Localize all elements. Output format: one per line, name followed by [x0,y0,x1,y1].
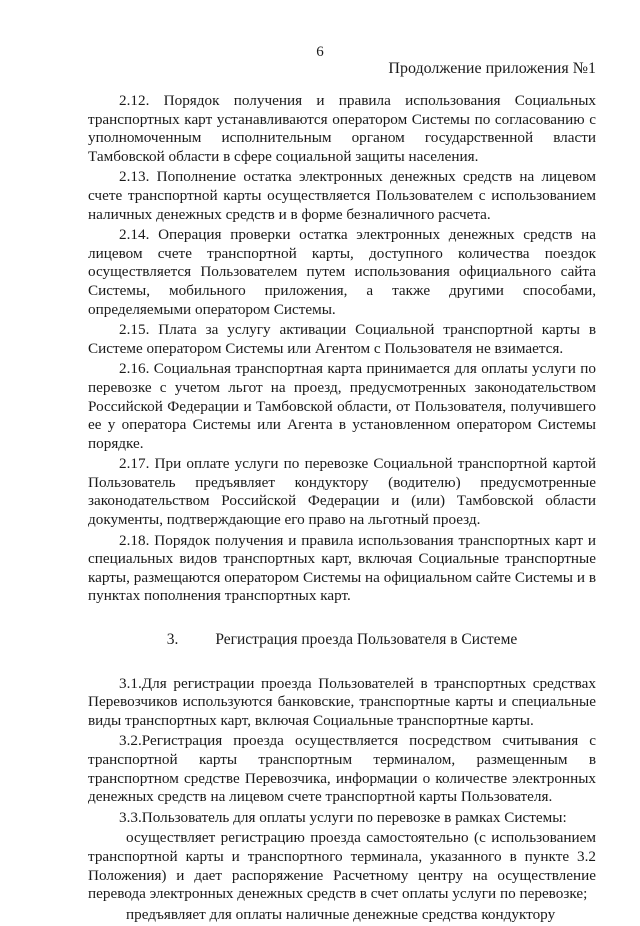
section-title: Регистрация проезда Пользователя в Системе [215,631,518,649]
page-number: 6 [316,44,324,60]
paragraph-3-3-item-2: предъявляет для оплаты наличные денежные средства кондуктору [126,905,556,923]
paragraph-3-3: 3.3.Пользователь для оплаты услуги по перевозке в рамках Системы: [119,808,567,826]
paragraph-3-1: 3.1.Для регистрации проезда Пользователей в транспортных средствах Перевозчиков используются банковские, транспортные карты и специальные виды транспортных карт, включая Социальные транспортные карты. [88,674,596,729]
paragraph-2-18: 2.18. Порядок получения и правила использования транспортных карт и специальных видов транспортных карт, включая Социальные транспортные карты, размещаются оператором Системы на официальном сайте Системы и в пунктах пополнения транспортных карт. [88,531,596,605]
paragraph-2-17: 2.17. При оплате услуги по перевозке Социальной транспортной картой Пользователь предъявляет кондуктору (водителю) предусмотренные законодательством Российской Федерации и (или) Тамбовской области документы, подтверждающие его право на льготный проезд. [88,455,596,529]
document-body [88,92,596,926]
paragraph-2-15: 2.15. Плата за услугу активации Социальной транспортной карты в Системе оператором Системы или Агентом с Пользователя не взимается. [88,321,596,357]
paragraph-3-3-item-1: осуществляет регистрацию проезда самостоятельно (с использованием транспортной карты и транспортного терминала, указанного в пункте 3.2 Положения) и дает распоряжение Расчетному центру на осуществление перевода электронных денежных средств в счет оплаты услуги по перевозке; [88,829,596,903]
section-heading [88,631,596,650]
paragraph-2-13: 2.13. Пополнение остатка электронных денежных средств на лицевом счете транспортной карты осуществляется Пользователем с использованием наличных денежных средств и в форме безналичного расчета. [88,168,596,223]
paragraph-2-14: 2.14. Операция проверки остатка электронных денежных средств на лицевом счете транспортной карты, доступного количества поездок осуществляется Пользователем путем использования официального сайта Системы, мобильного приложения, а также другими способами, определяемыми оператором Системы. [88,226,596,318]
paragraph-3-2: 3.2.Регистрация проезда осуществляется посредством считывания с транспортной карты транспортным терминалом, размещенным в транспортном средстве Перевозчика, информации о количестве электронных денежных средств на лицевом счете транспортной карты Пользователя. [88,732,596,806]
running-header: Продолжение приложения №1 [388,60,596,77]
section-number: 3. [166,631,179,649]
paragraph-2-12: 2.12. Порядок получения и правила использования Социальных транспортных карт устанавливаются оператором Системы по согласованию с уполномоченным исполнительным органом государственной власти Тамбовской области в сфере социальной защиты населения. [88,92,596,165]
paragraph-2-16: 2.16. Социальная транспортная карта принимается для оплаты услуги по перевозке с учетом льгот на проезд, предусмотренных законодательством Российской Федерации и Тамбовской области, от Пользователя, получившего ее у оператора Системы или Агента в установленном оператором Системы порядке. [88,360,596,452]
